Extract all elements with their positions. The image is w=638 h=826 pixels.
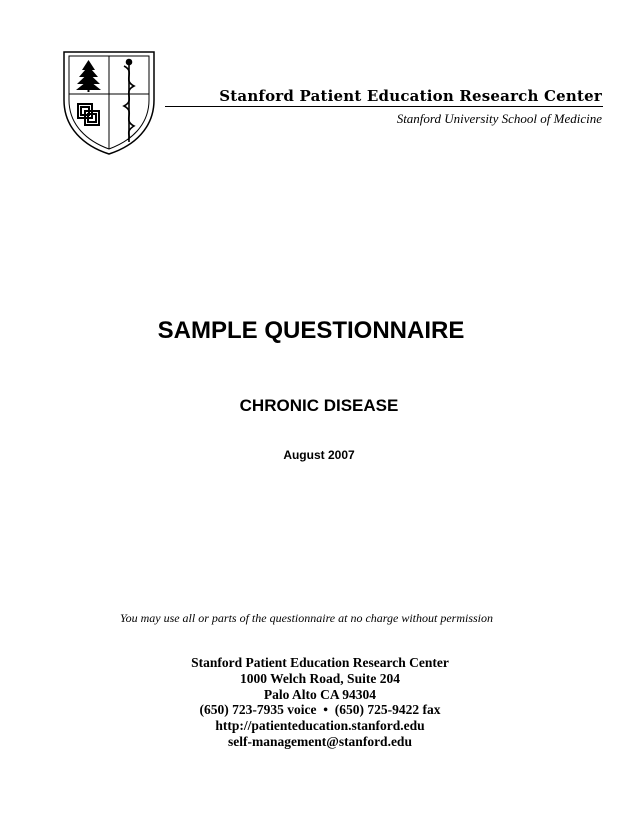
- contact-city: Palo Alto CA 94304: [263, 686, 377, 702]
- contact-street: 1000 Welch Road, Suite 204: [240, 670, 400, 686]
- header-org-name: Stanford Patient Education Research Center: [219, 87, 602, 105]
- stanford-shield-logo: [62, 50, 156, 156]
- contact-email[interactable]: self-management@stanford.edu: [228, 733, 412, 749]
- permission-note: You may use all or parts of the questionnaire at no charge without permission: [120, 611, 494, 625]
- contact-phones: (650) 723-7935 voice • (650) 725-9422 fax: [199, 702, 441, 718]
- contact-org-name: Stanford Patient Education Research Center: [191, 655, 449, 670]
- document-subtitle: CHRONIC DISEASE: [239, 396, 399, 415]
- header-rule: [165, 106, 603, 107]
- document-date: August 2007: [283, 448, 355, 462]
- header-school: Stanford University School of Medicine: [396, 111, 602, 126]
- document-title: SAMPLE QUESTIONNAIRE: [157, 317, 465, 344]
- contact-block: [120, 655, 520, 750]
- contact-website[interactable]: http://patienteducation.stanford.edu: [215, 718, 425, 734]
